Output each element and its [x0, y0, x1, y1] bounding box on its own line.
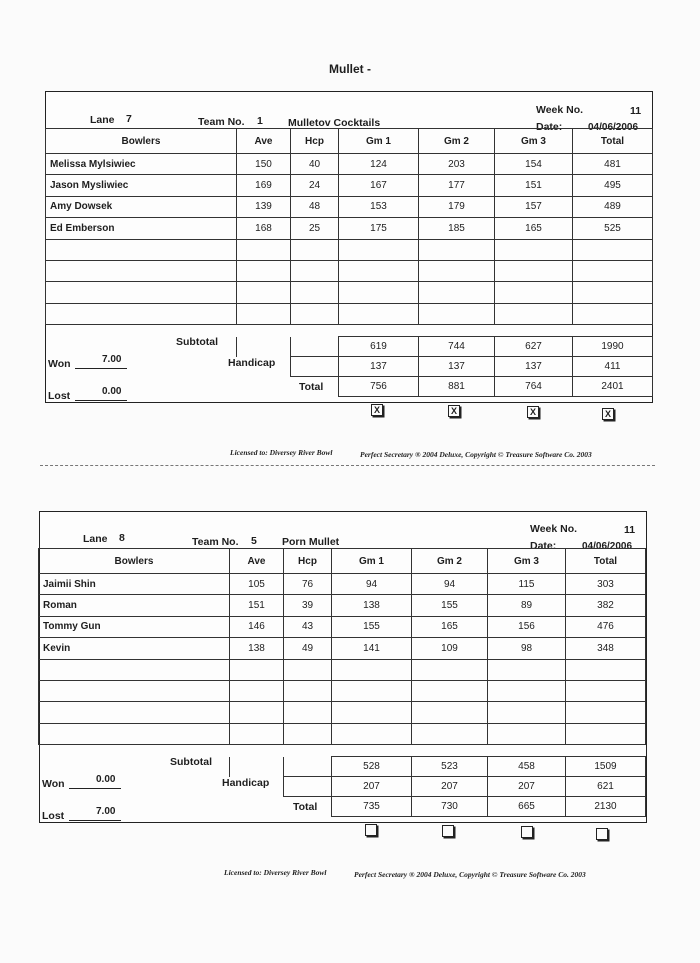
handicap-gm1: 137 [339, 357, 419, 377]
col-hcp: Hcp [284, 549, 332, 574]
bowler-gm3: 151 [495, 175, 573, 196]
bowler-ave: 151 [230, 595, 284, 616]
bowlers-table [45, 128, 653, 325]
lane-label: Lane [83, 533, 108, 545]
subtotal-gm2: 523 [412, 757, 488, 777]
bowler-gm3: 115 [488, 574, 566, 595]
bowler-gm1: 153 [339, 196, 419, 217]
bowler-gm2: 155 [412, 595, 488, 616]
lost-value: 0.00 [102, 386, 122, 397]
table-row [39, 638, 646, 659]
subtotal-gm2: 744 [419, 337, 495, 357]
table-row [39, 616, 646, 637]
subtotal-label: Subtotal [176, 336, 218, 348]
empty-row [46, 282, 653, 303]
team-name: Porn Mullet [282, 536, 340, 548]
won-label: Won [48, 358, 71, 370]
won-underline [75, 368, 127, 369]
table-row [46, 196, 653, 217]
game3-checkbox[interactable]: X [527, 406, 539, 418]
col-bowlers: Bowlers [46, 129, 237, 154]
bowler-name: Melissa Mylsiwiec [46, 154, 237, 175]
team-no-label: Team No. [198, 116, 245, 128]
bowler-gm2: 109 [412, 638, 488, 659]
handicap-total: 411 [573, 357, 653, 377]
col-gm2: Gm 2 [412, 549, 488, 574]
bowler-total: 495 [573, 175, 653, 196]
game1-checkbox[interactable]: X [371, 404, 383, 416]
subtotal-total: 1990 [573, 337, 653, 357]
empty-row [46, 260, 653, 281]
bowler-total: 348 [566, 638, 646, 659]
bowler-ave: 138 [230, 638, 284, 659]
bowler-gm1: 167 [339, 175, 419, 196]
bowler-total: 476 [566, 616, 646, 637]
handicap-label: Handicap [228, 357, 276, 369]
subtotal-gm3: 627 [495, 337, 573, 357]
col-bowlers: Bowlers [39, 549, 230, 574]
total-label: Total [293, 801, 318, 813]
total-gm3: 665 [488, 797, 566, 817]
bowler-gm1: 124 [339, 154, 419, 175]
bowler-gm1: 155 [332, 616, 412, 637]
total-gm3: 764 [495, 377, 573, 397]
col-gm3: Gm 3 [495, 129, 573, 154]
subtotal-label: Subtotal [170, 756, 212, 768]
empty-row [46, 303, 653, 324]
lost-label: Lost [42, 810, 65, 822]
bowler-gm2: 177 [419, 175, 495, 196]
bowler-total: 303 [566, 574, 646, 595]
bowler-hcp: 25 [291, 218, 339, 239]
col-hcp: Hcp [291, 129, 339, 154]
handicap-gm2: 207 [412, 777, 488, 797]
bowler-ave: 105 [230, 574, 284, 595]
total-gm2: 730 [412, 797, 488, 817]
bowlers-table [38, 548, 646, 745]
lane-value: 7 [126, 113, 132, 125]
bowler-gm3: 89 [488, 595, 566, 616]
game2-checkbox[interactable] [442, 825, 454, 837]
bowler-gm2: 165 [412, 616, 488, 637]
week-no-label: Week No. [536, 104, 584, 116]
week-no-value: 11 [630, 105, 642, 117]
won-underline [69, 788, 121, 789]
table-row [46, 175, 653, 196]
subtotal-row [237, 337, 653, 357]
bowler-total: 481 [573, 154, 653, 175]
bowler-gm1: 138 [332, 595, 412, 616]
total-row [230, 797, 646, 817]
bowler-name: Amy Dowsek [46, 196, 237, 217]
team-name: Mulletov Cocktails [288, 117, 381, 129]
won-value: 0.00 [96, 774, 116, 785]
lost-underline [69, 820, 121, 821]
bowler-gm1: 175 [339, 218, 419, 239]
lane-label: Lane [90, 114, 115, 126]
game1-checkbox[interactable] [365, 824, 377, 836]
handicap-row [237, 357, 653, 377]
week-no-label: Week No. [530, 523, 578, 535]
summary-table [236, 336, 653, 397]
bowler-gm2: 203 [419, 154, 495, 175]
table-row [46, 154, 653, 175]
empty-row [46, 239, 653, 260]
handicap-total: 621 [566, 777, 646, 797]
bowler-name: Jason Mysliwiec [46, 175, 237, 196]
week-no-value: 11 [624, 524, 636, 536]
footer-copyright: Perfect Secretary ® 2004 Deluxe, Copyright © Treasure Software Co. 2003 [354, 870, 586, 879]
footer-copyright: Perfect Secretary ® 2004 Deluxe, Copyright © Treasure Software Co. 2003 [360, 450, 592, 459]
subtotal-total: 1509 [566, 757, 646, 777]
col-gm3: Gm 3 [488, 549, 566, 574]
table-row [39, 595, 646, 616]
game2-checkbox[interactable]: X [448, 405, 460, 417]
bowler-hcp: 49 [284, 638, 332, 659]
total-checkbox[interactable]: X [602, 408, 614, 420]
bowler-gm3: 154 [495, 154, 573, 175]
col-gm1: Gm 1 [332, 549, 412, 574]
bowler-name: Jaimii Shin [39, 574, 230, 595]
total-row [237, 377, 653, 397]
bowler-ave: 168 [237, 218, 291, 239]
bowler-gm3: 157 [495, 196, 573, 217]
subtotal-gm1: 528 [332, 757, 412, 777]
bowler-gm1: 141 [332, 638, 412, 659]
footer-licensed: Licensed to: Diversey River Bowl [230, 448, 333, 457]
handicap-gm1: 207 [332, 777, 412, 797]
team-no-label: Team No. [192, 536, 239, 548]
total-checkbox[interactable] [596, 828, 608, 840]
bowler-name: Kevin [39, 638, 230, 659]
bowler-name: Roman [39, 595, 230, 616]
col-total: Total [573, 129, 653, 154]
handicap-gm3: 207 [488, 777, 566, 797]
handicap-row [230, 777, 646, 797]
page-divider [40, 465, 655, 466]
handicap-label: Handicap [222, 777, 270, 789]
won-value: 7.00 [102, 354, 122, 365]
table-row [46, 218, 653, 239]
total-total: 2130 [566, 797, 646, 817]
subtotal-row [230, 757, 646, 777]
lost-value: 7.00 [96, 806, 116, 817]
col-total: Total [566, 549, 646, 574]
date-value: 04/06/2006 [588, 122, 639, 133]
team-no-value: 1 [257, 115, 263, 127]
total-label: Total [299, 381, 324, 393]
bowler-gm3: 156 [488, 616, 566, 637]
bowler-ave: 146 [230, 616, 284, 637]
lost-underline [75, 400, 127, 401]
date-value: 04/06/2006 [582, 541, 633, 552]
total-gm1: 756 [339, 377, 419, 397]
bowler-name: Tommy Gun [39, 616, 230, 637]
bowler-name: Ed Emberson [46, 218, 237, 239]
bowler-hcp: 48 [291, 196, 339, 217]
bowler-total: 382 [566, 595, 646, 616]
bowler-ave: 139 [237, 196, 291, 217]
won-label: Won [42, 778, 65, 790]
team-no-value: 5 [251, 535, 257, 547]
empty-row [39, 723, 646, 744]
bowler-total: 489 [573, 196, 653, 217]
bowler-gm3: 165 [495, 218, 573, 239]
empty-row [39, 702, 646, 723]
handicap-gm3: 137 [495, 357, 573, 377]
total-gm2: 881 [419, 377, 495, 397]
col-ave: Ave [230, 549, 284, 574]
lane-value: 8 [119, 532, 125, 544]
game3-checkbox[interactable] [521, 826, 533, 838]
bowler-hcp: 24 [291, 175, 339, 196]
handicap-gm2: 137 [419, 357, 495, 377]
date-label: Date: [530, 540, 557, 552]
page-title: Mullet - [329, 62, 371, 76]
bowler-ave: 150 [237, 154, 291, 175]
empty-row [39, 659, 646, 680]
date-label: Date: [536, 121, 563, 133]
bowler-ave: 169 [237, 175, 291, 196]
bowler-hcp: 76 [284, 574, 332, 595]
bowler-gm3: 98 [488, 638, 566, 659]
bowler-hcp: 43 [284, 616, 332, 637]
bowler-gm2: 179 [419, 196, 495, 217]
total-total: 2401 [573, 377, 653, 397]
col-ave: Ave [237, 129, 291, 154]
col-gm2: Gm 2 [419, 129, 495, 154]
col-gm1: Gm 1 [339, 129, 419, 154]
bowler-gm1: 94 [332, 574, 412, 595]
bowler-gm2: 94 [412, 574, 488, 595]
bowler-total: 525 [573, 218, 653, 239]
bowler-hcp: 40 [291, 154, 339, 175]
table-row [39, 574, 646, 595]
total-gm1: 735 [332, 797, 412, 817]
empty-row [39, 680, 646, 701]
footer-licensed: Licensed to: Diversey River Bowl [224, 868, 327, 877]
subtotal-gm1: 619 [339, 337, 419, 357]
lost-label: Lost [48, 390, 71, 402]
bowler-gm2: 185 [419, 218, 495, 239]
subtotal-gm3: 458 [488, 757, 566, 777]
summary-table [229, 756, 646, 817]
bowler-hcp: 39 [284, 595, 332, 616]
